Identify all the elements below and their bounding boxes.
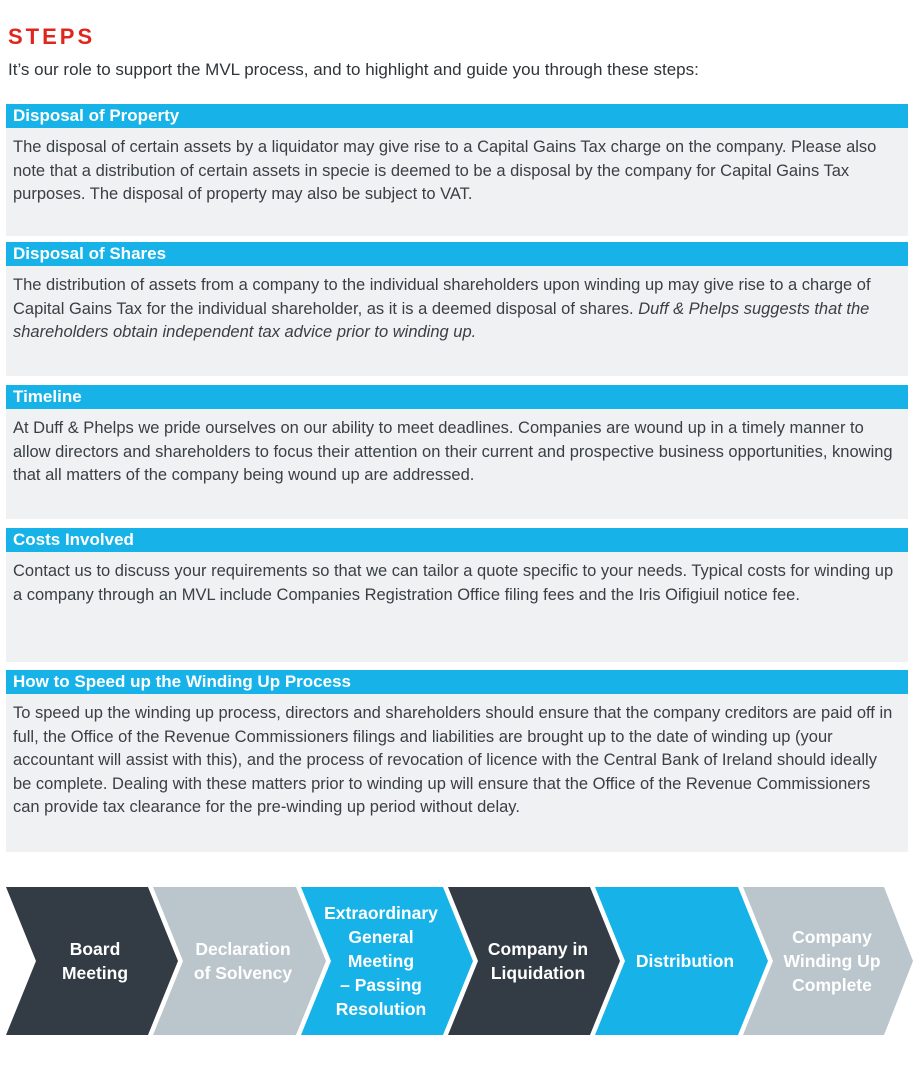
- section-body: [6, 409, 908, 519]
- section-timeline: [6, 385, 908, 519]
- section-text: The distribution of assets from a company to the individual shareholders upon winding up may give rise to a charge of Capital Gains Tax for the individual shareholder, as it is a deemed disposal of shares.: [13, 276, 871, 318]
- step-label-declaration-of-solvency: Declaration of Solvency: [193, 939, 293, 983]
- step-label-winding-up-complete: Company Winding Up Complete: [783, 927, 881, 995]
- section-body: [6, 128, 908, 236]
- intro-text: It’s our role to support the MVL process, and to highlight and guide you through these steps:: [8, 60, 699, 79]
- section-speed-up-winding-up: [6, 670, 908, 852]
- section-body: [6, 552, 908, 662]
- section-text: Contact us to discuss your requirements so that we can tailor a quote specific to your needs. Typical costs for winding up a company through an MVL include Companies Registration Office filing fees and the Iris Oifigiuil notice fee.: [13, 562, 894, 604]
- section-text: At Duff & Phelps we pride ourselves on our ability to meet deadlines. Companies are wound up in a timely manner to allow directors and shareholders to focus their attention on their current and prospective business opportunities, knowing that all matters of the company being wound up are addressed.: [13, 419, 893, 485]
- section-title: How to Speed up the Winding Up Process: [6, 670, 908, 694]
- step-label-distribution: Distribution: [635, 951, 735, 971]
- section-title: Disposal of Shares: [6, 242, 908, 266]
- mvl-process-chevrons: [6, 887, 916, 1035]
- section-title: Costs Involved: [6, 528, 908, 552]
- section-costs-involved: [6, 528, 908, 662]
- section-disposal-of-shares: [6, 242, 908, 376]
- section-title: Timeline: [6, 385, 908, 409]
- section-title: Disposal of Property: [6, 104, 908, 128]
- step-label-company-in-liquidation: Company in Liquidation: [487, 939, 589, 983]
- section-text: To speed up the winding up process, directors and shareholders should ensure that the company creditors are paid off in full, the Office of the Revenue Commissioners filings and liabilities are brought up to the date of winding up (your accountant will assist with this), and the process of revocation of licence with the Central Bank of Ireland should ideally be complete. Dealing with these matters prior to winding up will ensure that the Office of the Revenue Commissioners can provide tax clearance for the pre-winding up period without delay.: [13, 704, 893, 817]
- section-italic-note: Duff & Phelps suggests that the shareholders obtain independent tax advice prior to winding up.: [13, 299, 870, 342]
- section-disposal-of-property: [6, 104, 908, 236]
- section-body: [6, 266, 908, 376]
- section-text: The disposal of certain assets by a liquidator may give rise to a Capital Gains Tax charge on the company. Please also note that a distribution of certain assets in specie is deemed to be a disposal by the company for Capital Gains Tax purposes. The disposal of property may also be subject to VAT.: [13, 138, 877, 204]
- page-title: STEPS: [8, 24, 96, 49]
- step-label-egm: Extraordinary General Meeting – Passing Resolution: [324, 903, 438, 1019]
- section-body: [6, 694, 908, 852]
- step-label-board-meeting: Board Meeting: [61, 939, 129, 983]
